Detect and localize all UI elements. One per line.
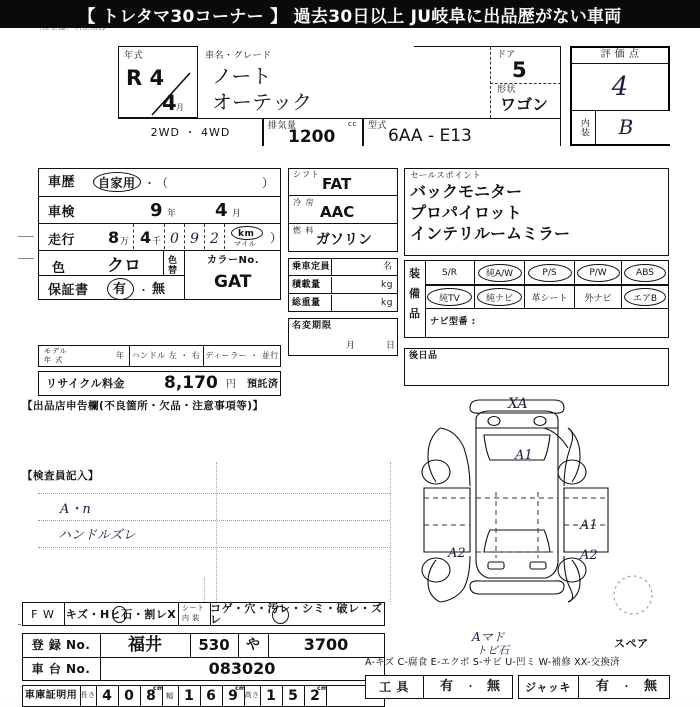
inspector-header: 【検査員記入】 [22,470,99,482]
weight-div [331,295,332,311]
equipment-label-external-navi: 外ナビ [584,293,612,304]
fw-div2 [178,603,179,625]
grade-score: 4 [611,72,629,102]
warranty-label: 保証書 [48,283,89,298]
equipment-label-leather-seat: 革シート [531,293,568,304]
tool-label: 工 具 [379,680,409,694]
capacity-label: 乗車定員 [292,262,331,272]
mileage-km-circle-marker [231,226,263,240]
model-code-label: 型式 [368,121,388,131]
weight-label: 総重量 [292,298,321,308]
jack-div [578,676,579,698]
history-shaken-label: 車検 [48,205,76,220]
shift-value: FAT [322,175,352,193]
car-damage-diagram [418,390,688,620]
shape-label: 形状 [497,85,517,95]
garage-height-d2: 5 [288,688,298,704]
transfer-month-unit: 月 [346,341,356,351]
dealer-label: ディーラー ・ 並行 [205,351,279,360]
equipment-cell-sunroof[interactable] [425,261,475,285]
tool-no[interactable]: 無 [487,679,501,694]
color-value: クロ [107,256,141,276]
inspector-note-2: ハンドルズレ [58,528,136,543]
spare-tire-label: スペア [614,637,649,650]
door-label: ドア [497,50,516,60]
tool-yes[interactable]: 有 [440,679,454,694]
diagram-mark-right-upper: A1 [580,518,598,533]
diagram-mark-right-lower: A2 [580,548,598,563]
history-shaken-year-unit: 年 [167,209,177,219]
garage-length-d3: 8 [146,688,156,704]
equipment-circle-tv-icon [427,288,472,306]
equipment-circle-airbag-icon [624,288,666,306]
model-code-value: 6AA - E13 [388,126,472,146]
garage-length-unit: cm [153,685,164,692]
handle-label: ハンドル 左 ・ 右 [131,351,201,360]
garage-width-d1: 1 [184,688,194,704]
chassis-value: 083020 [208,659,276,678]
fw-exterior-options: キズ・Hヒ石・割レX [65,607,177,621]
drive-value: 2WD ・ 4WD [150,125,231,139]
mileage-km-unit: km [238,229,255,239]
mileage-div2 [164,224,165,249]
inspector-vline-right [390,462,391,602]
history-rireki-sep: ・ [144,177,156,190]
history-shaken-month: 4 [215,200,228,221]
mileage-digit-2: 9 [190,231,199,247]
left-tick-2 [18,258,34,259]
history-row2-divider [39,223,280,224]
mileage-close-paren: ） [270,231,283,245]
equipment-cell-external-navi[interactable] [575,285,622,309]
diagram-mark-top: XA [508,396,528,412]
garage-height-d1: 1 [266,688,276,704]
model-year-label-l2: 年 式 [44,356,64,364]
garage-height-label: 高さ [244,691,260,700]
history-rireki-circle-marker [93,172,141,192]
recycle-fee-label: リサイクル料金 [46,377,125,390]
mileage-div3 [184,224,185,249]
diagram-mark-bottom-1: Aマド [472,630,505,644]
fw-exterior-circle-marker [112,606,127,623]
equipment-label-sunroof: S/R [442,267,457,278]
garage-height-d3: 2 [310,688,320,704]
jack-yes[interactable]: 有 [596,679,610,694]
sales-point-1: バックモニター [410,182,523,201]
seller-note-header: 【出品店申告欄(不良箇所・欠品・注意事項等)】 [22,400,264,412]
shift-label: シフト [293,170,320,179]
nav-model-label: ナビ型番 : [430,317,476,327]
fw-interior-options: コゲ・穴・汚レ・シミ・破レ・ズレ [210,602,383,626]
weight-unit: kg [381,298,393,308]
sales-point-2: プロパイロット [410,203,522,222]
equipment-circle-navi-icon [477,288,522,306]
garage-length-label: 長さ [80,691,96,700]
jack-sep: ・ [621,680,633,693]
diagram-mark-bottom-2: トビ石 [476,644,509,657]
registration-place: 福井 [128,634,162,655]
recycle-fee-yen: 円 [226,379,237,390]
fuel-value: ガソリン [316,232,372,248]
fw-label: F W [31,607,55,621]
equipment-circle-power-window-icon [577,264,620,282]
garage-length-d2: 0 [124,688,134,704]
equipment-label-power-steering: P/S [542,267,557,278]
transfer-day-unit: 日 [386,341,396,351]
grade-interior-label: 内装 [572,110,596,144]
recycle-fee-status: 預託済 [247,379,279,390]
mileage-sen-unit: 千 [152,237,162,247]
tool-sep: ・ [465,680,477,693]
warranty-sep: ・ [138,284,150,297]
garage-div12 [326,686,327,707]
equipment-label-char-1: 装 [409,267,421,280]
year-month-value: 4 [162,91,177,115]
equipment-label-abs: ABS [636,267,654,278]
year-value: R 4 [126,66,165,90]
capacity-div [331,259,332,275]
load-div [331,277,332,293]
registration-kana: や [246,637,260,653]
year-month-unit: 月 [176,103,185,112]
later-items-label: 後日品 [409,351,438,361]
left-tick-1 [18,236,34,237]
equipment-label-airbag: エアB [632,293,658,304]
ac-label: 冷 房 [293,198,315,207]
later-items-box [404,348,669,386]
door-shape-hdivider [490,83,561,84]
model-year-unit: 年 [116,351,125,360]
warranty-yes: 有 [113,282,127,297]
color-label: 色 [52,261,66,276]
history-rireki-paren-open: （ [156,176,169,190]
mileage-digit-3: 2 [210,231,219,247]
fw-top-tick [204,578,205,602]
fw-seat-label-l2: 内 装 [182,614,200,622]
inspector-line-2 [38,520,390,521]
registration-label: 登 録 No. [31,638,91,652]
capacity-unit: 名 [383,262,393,272]
damage-code-legend: A-キズ C-腐食 E-エクボ S-サビ U-凹ミ W-補修 XX-交換済 [365,657,620,668]
history-rireki-paren-close: ） [262,176,275,190]
registration-class: 530 [198,635,230,654]
vehicle-name-line2: オーテック [212,90,312,114]
mileage-man-unit: 万 [120,237,130,247]
auction-sheet [0,30,700,704]
sales-points-label: セールスポイント [410,171,482,181]
mileage-div5 [224,224,225,249]
colorno-label: カラーNo. [207,255,260,266]
load-unit: kg [381,280,393,290]
equipment-label-navi: 純ナビ [485,293,513,304]
registration-number: 3700 [303,635,349,654]
warranty-no: 無 [152,282,166,297]
year-label: 年式 [124,51,144,61]
equipment-circle-alloy-wheel-icon [478,264,522,282]
fw-interior-circle-marker [272,606,289,624]
jack-no[interactable]: 無 [644,679,658,694]
inspector-line-1 [38,493,390,494]
inspector-line-3 [38,547,390,548]
history-shaken-month-unit: 月 [232,209,242,219]
history-rireki-jikayou: 自家用 [98,176,136,190]
color-div2 [184,251,185,300]
door-value: 5 [512,58,527,82]
mileage-div1 [133,224,134,249]
chassis-label: 車 台 No. [31,662,91,676]
equipment-label-char-2: 備 [409,287,421,300]
history-rireki-label: 車歴 [48,175,76,190]
history-row1-divider [39,196,280,197]
history-row3-divider [39,250,280,251]
displacement-label: 排気量 [268,121,297,131]
diagram-mark-left: A2 [448,546,466,561]
vehicle-name-label: 車名・グレード [205,51,272,61]
colorno-value: GAT [214,272,252,292]
mileage-div4 [204,224,205,249]
garage-width-label: 幅 [166,691,174,700]
diagram-mark-hood: A1 [515,448,533,463]
model-year-label-l1: モデル [44,347,68,355]
ac-value: AAC [320,203,355,221]
load-label: 積載量 [292,280,321,290]
equipment-label-tv: 純TV [439,293,460,304]
tool-div [423,676,424,698]
mileage-label: 走行 [48,233,76,248]
inspector-vline-mid [216,462,217,602]
equipment-circle-power-steering-icon [528,264,572,282]
history-shaken-year: 9 [150,200,163,221]
promo-banner-text: 【 トレタマ30コーナー 】 過去30日以上 JU岐阜に出品歴がない車両 [78,6,622,27]
color-change-label: 色替 [168,256,178,277]
garage-length-d1: 4 [102,688,112,704]
garage-width-d2: 6 [206,688,216,704]
garage-label: 車庫証明用 [24,690,78,701]
garage-width-unit: cm [235,685,246,692]
equipment-circle-abs-icon [624,264,666,282]
color-div1 [163,251,164,275]
garage-height-unit: cm [317,685,328,692]
mileage-sen-value: 4 [140,228,152,247]
recycle-fee-amount: 8,170 [164,373,218,393]
mileage-man-value: 8 [108,228,120,247]
fw-seat-label-l1: シート [182,604,205,612]
garage-width-d3: 9 [228,688,238,704]
displacement-value: 1200 [288,127,336,147]
transfer-deadline-label: 名変期限 [292,321,333,331]
displacement-unit: cc [348,120,357,128]
mileage-mile-unit: マイル [234,240,257,248]
shape-value: ワゴン [500,95,549,114]
equipment-label-power-window: P/W [589,267,607,278]
promo-banner [0,0,700,28]
fuel-label: 燃 料 [293,226,315,235]
equipment-label-alloy-wheel: 純A/W [485,269,514,279]
history-row4-divider [39,275,184,276]
jack-label: ジャッキ [525,680,571,694]
inspector-note-1: A・n [60,502,91,517]
equipment-label-char-3: 品 [409,307,421,320]
car-diagram-svg [418,390,688,620]
warranty-yes-circle-marker [107,278,134,300]
grade-title: 評 価 点 [570,47,670,64]
vehicle-name-line1: ノート [212,64,272,88]
grade-interior-value: B [618,115,634,139]
mileage-digit-1: 0 [170,231,179,247]
equipment-cell-leather-seat[interactable] [525,285,575,309]
sales-point-3: インテリルームミラー [410,224,571,243]
